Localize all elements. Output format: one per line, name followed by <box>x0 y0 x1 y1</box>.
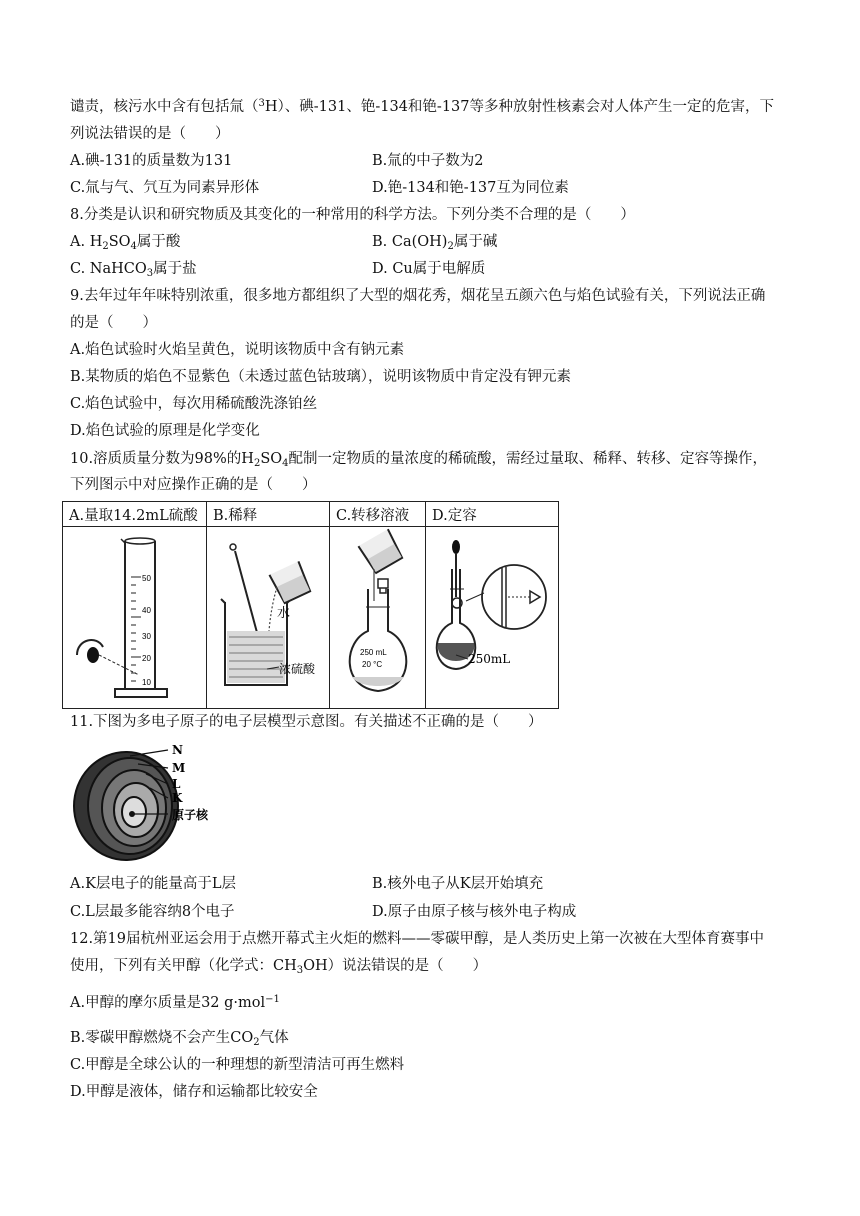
q10-cell-b <box>207 527 330 709</box>
q10-header-d: D.定容 <box>426 502 559 527</box>
cylinder-tick-50: 50 <box>142 574 151 583</box>
q8-option-c: C. NaHCO$_3$属于盐 <box>70 261 197 279</box>
label-water: 水 <box>277 606 291 621</box>
q9-option-b: B.某物质的焰色不显紫色（未透过蓝色钴玻璃），说明该物质中肯定没有钾元素 <box>70 369 572 385</box>
q10-cell-d <box>426 527 559 709</box>
q11-stem: 11.下图为多电子原子的电子层模型示意图。有关描述不正确的是（ ） <box>70 714 543 730</box>
shell-label-n: N <box>172 743 183 757</box>
q8-stem: 8.分类是认识和研究物质及其变化的一种常用的科学方法。下列分类不合理的是（ ） <box>70 207 635 223</box>
q8-option-d: D. Cu属于电解质 <box>372 261 486 277</box>
q11-option-a: A.K层电子的能量高于L层 <box>70 876 237 892</box>
cylinder-tick-40: 40 <box>142 606 151 615</box>
q10-header-c: C.转移溶液 <box>330 502 426 527</box>
q7-option-d: D.铯-134和铯-137互为同位素 <box>372 180 569 196</box>
q8-option-a: A. $H_2SO_4$属于酸 <box>70 234 181 252</box>
q12-option-b: B.零碳甲醇燃烧不会产生$CO_2$气体 <box>70 1030 289 1048</box>
shell-label-l: L <box>172 777 181 791</box>
q12-stem-line1: 12.第19届杭州亚运会用于点燃开幕式主火炬的燃料——零碳甲醇，是人类历史上第一次被在大型体育赛事中 <box>70 931 765 947</box>
graduated-cylinder-diagram <box>63 527 206 707</box>
q9-option-a: A.焰色试验时火焰呈黄色，说明该物质中含有钠元素 <box>70 342 405 358</box>
shell-label-k: K <box>172 791 183 805</box>
electron-shell-model-diagram <box>64 740 234 866</box>
shell-label-m: M <box>172 761 186 775</box>
q10-header-a: A.量取14.2mL硫酸 <box>63 502 207 527</box>
flask-c-text2: 20 °C <box>362 660 383 669</box>
q7-option-c: C.氚与气、氕互为同素异形体 <box>70 180 260 196</box>
cylinder-tick-10: 10 <box>142 678 151 687</box>
flask-d-label: 250mL <box>468 652 511 666</box>
q10-stem-line1: 10.溶质质量分数为98%的$H_2SO_4$配制一定物质的量浓度的稀硫酸，需经过量取、稀释、转移、定容等操作， <box>70 451 768 469</box>
q10-cell-a <box>63 527 207 709</box>
q12-option-c: C.甲醇是全球公认的一种理想的新型清洁可再生燃料 <box>70 1057 405 1073</box>
q11-option-c: C.L层最多能容纳8个电子 <box>70 904 235 920</box>
shell-label-nucleus: 原子核 <box>172 808 209 822</box>
q12-option-a: A.甲醇的摩尔质量是32 g·mol$^{-1}$ <box>70 994 280 1011</box>
q7-stem-line2: 列说法错误的是（ ） <box>70 126 230 142</box>
q9-stem-line1: 9.去年过年年味特别浓重，很多地方都组织了大型的烟花秀，烟花呈五颜六色与焰色试验有关，下列说法正确 <box>70 288 766 304</box>
q10-stem-line2: 下列图示中对应操作正确的是（ ） <box>70 477 317 493</box>
q7-stem-line1: 谴责，核污水中含有包括氚（$^3$H）、碘-131、铯-134和铯-137等多种放射性核素会对人体产生一定的危害，下 <box>70 98 774 115</box>
q9-option-c: C.焰色试验中，每次用稀硫酸洗涤铂丝 <box>70 396 318 412</box>
q12-option-d: D.甲醇是液体，储存和运输都比较安全 <box>70 1084 318 1100</box>
q10-figure-table <box>62 501 559 709</box>
q9-stem-line2: 的是（ ） <box>70 315 157 331</box>
flask-c-text1: 250 mL <box>360 648 387 657</box>
cylinder-tick-20: 20 <box>142 654 151 663</box>
q8-option-b: B. $Ca(OH)_2$属于碱 <box>372 234 498 252</box>
dilution-diagram <box>207 527 329 707</box>
q10-cell-c <box>330 527 426 709</box>
q7-option-a: A.碘-131的质量数为131 <box>70 153 233 169</box>
q11-option-d: D.原子由原子核与核外电子构成 <box>372 904 577 920</box>
q9-option-d: D.焰色试验的原理是化学变化 <box>70 423 260 439</box>
q7-option-b: B.氚的中子数为2 <box>372 153 484 169</box>
label-conc-acid: 浓硫酸 <box>279 662 316 676</box>
transfer-solution-diagram <box>330 527 425 707</box>
q12-stem-line2: 使用，下列有关甲醇（化学式：$CH_3OH$）说法错误的是（ ） <box>70 958 488 976</box>
cylinder-tick-30: 30 <box>142 632 151 641</box>
q10-header-b: B.稀释 <box>207 502 330 527</box>
make-to-volume-diagram <box>426 527 558 707</box>
q11-option-b: B.核外电子从K层开始填充 <box>372 876 544 892</box>
eye-icon <box>87 647 99 663</box>
